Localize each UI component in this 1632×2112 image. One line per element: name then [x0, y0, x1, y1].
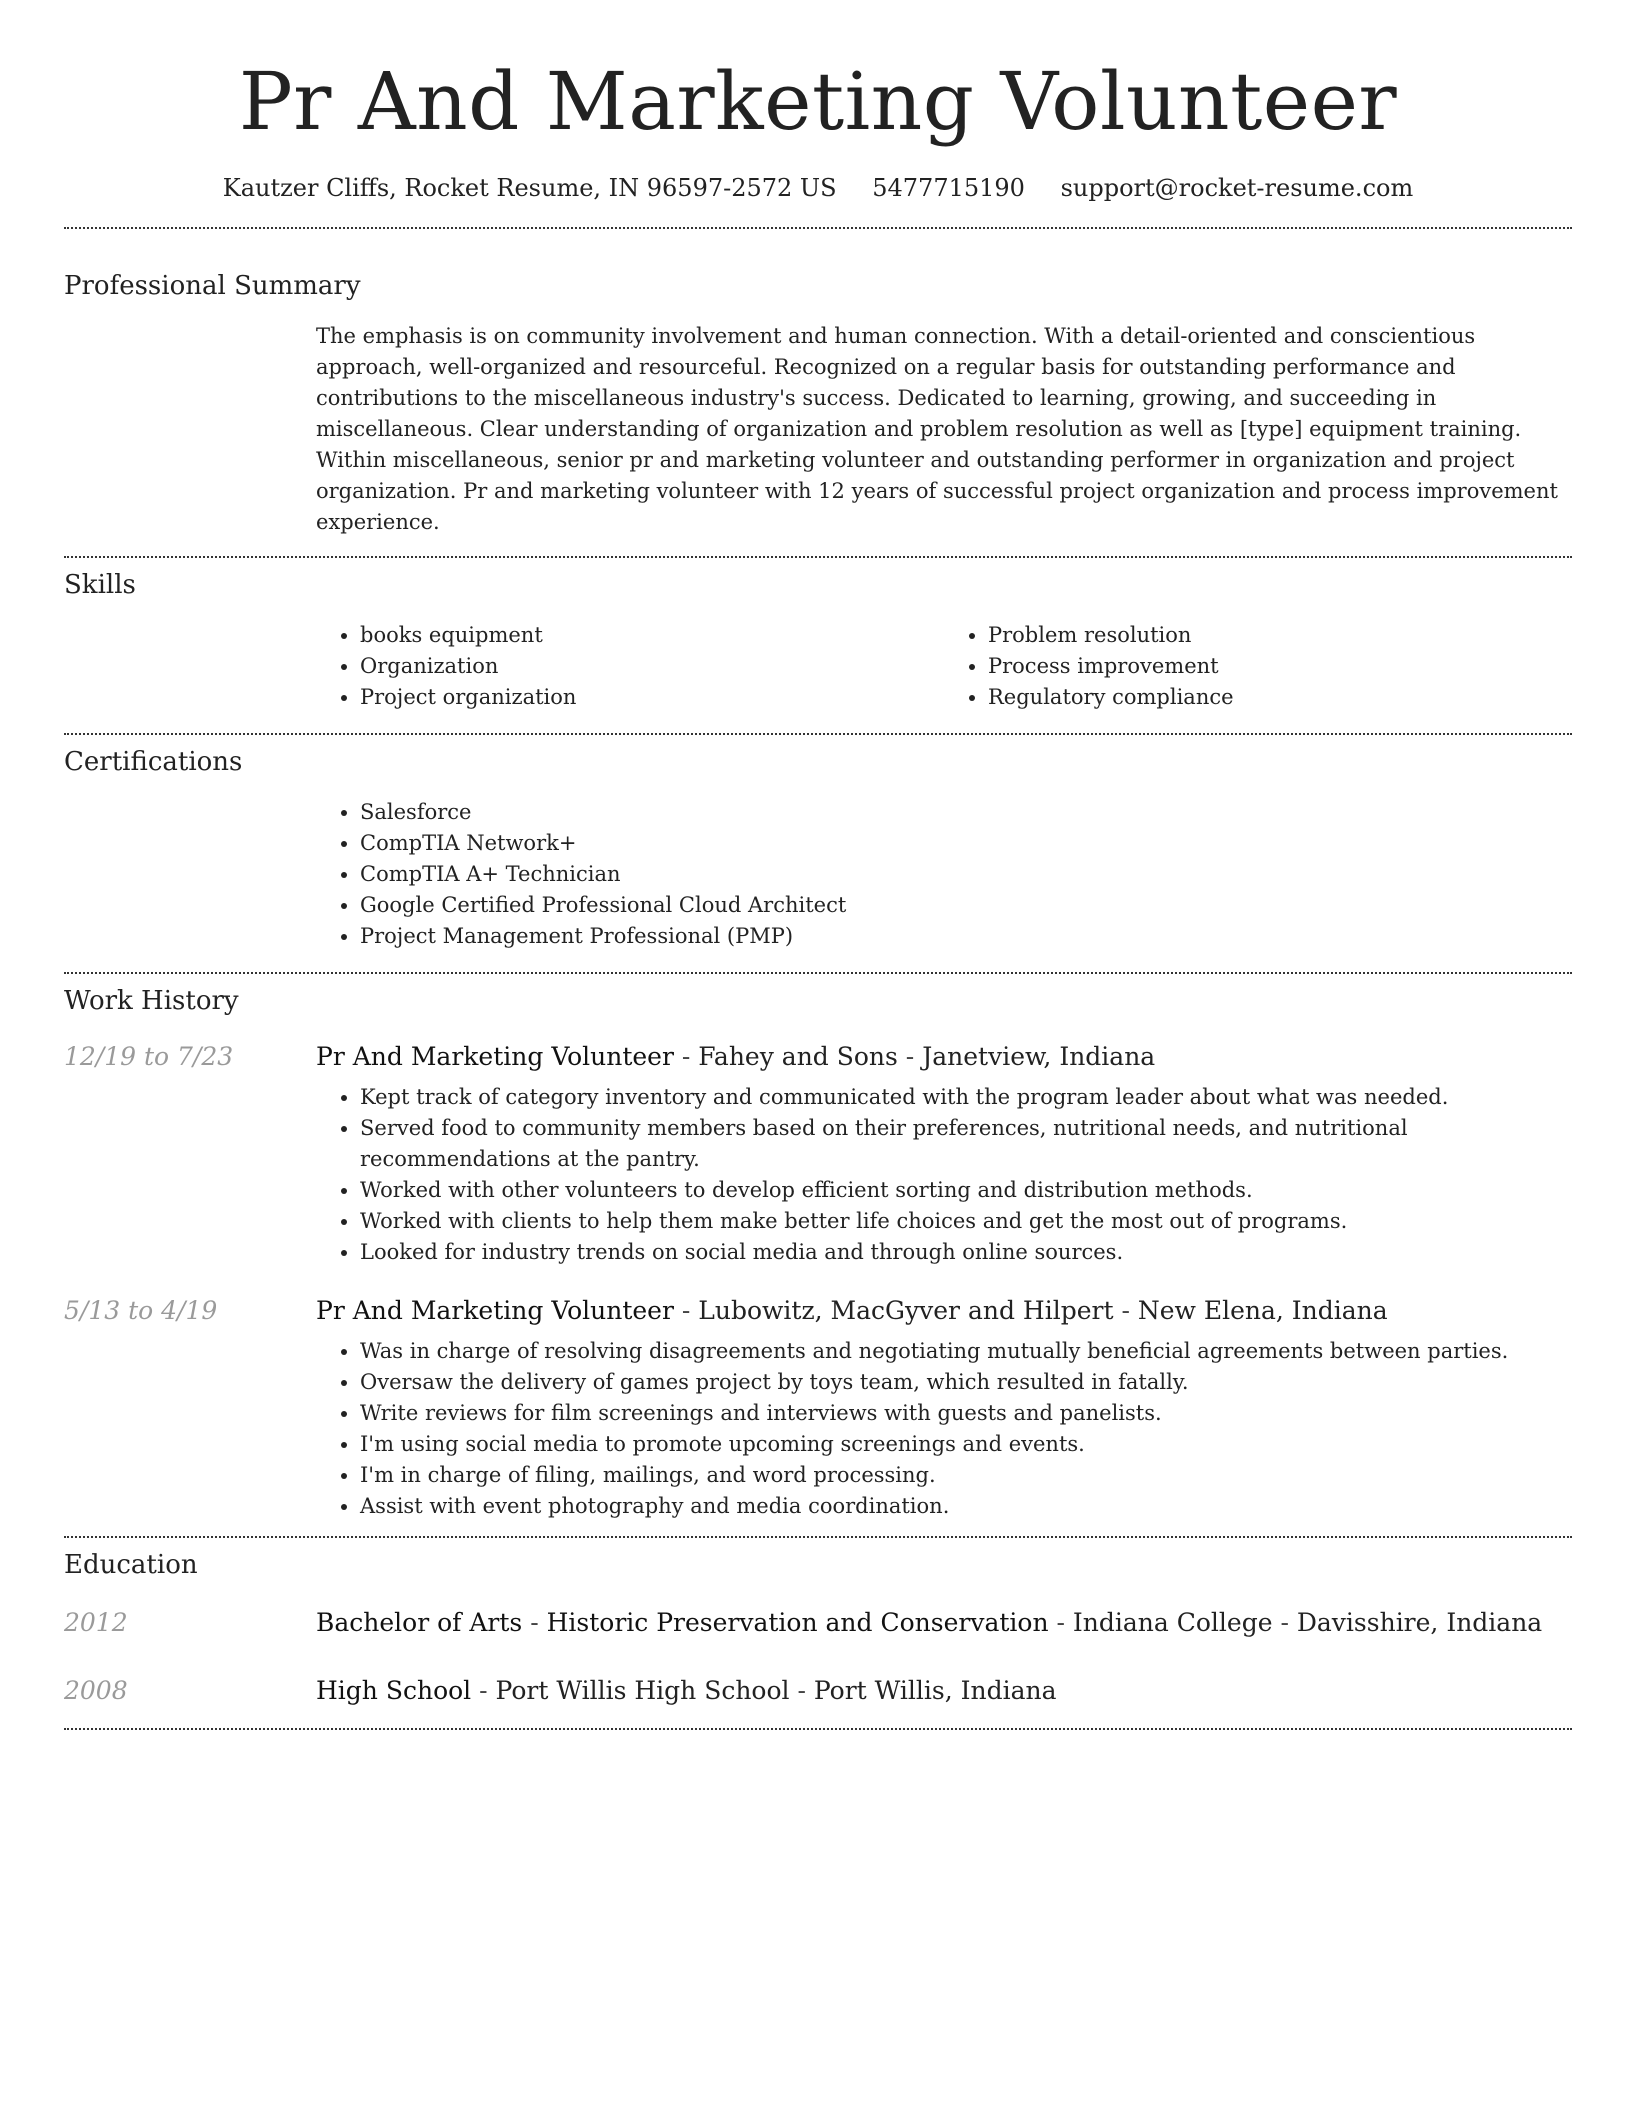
- skills-list: [316, 620, 1572, 713]
- job-dates: 5/13 to 4/19: [64, 1296, 218, 1325]
- certification-item: • CompTIA Network+: [360, 828, 1572, 859]
- job-bullet: • Was in charge of resolving disagreements and negotiating mutually beneficial agreements between parties.: [360, 1336, 1572, 1367]
- job-company: Fahey and Sons: [698, 1042, 898, 1071]
- address: Kautzer Cliffs, Rocket Resume, IN 96597-2572 US: [222, 174, 837, 202]
- education-field: Historic Preservation and Conservation: [546, 1608, 1049, 1637]
- summary-text: The emphasis is on community involvement and human connection. With a detail-oriented and conscientious approach, well-organized and resourceful. Recognized on a regular basis for outstanding performance and contributions to the miscellaneous industry's success. Dedicated to learning, growing, and succeeding in miscellaneous. Clear understanding of organization and problem resolution as well as [type] equipment training. Within miscellaneous, senior pr and marketing volunteer and outstanding performer in organization and project organization. Pr and marketing volunteer with 12 years of successful project organization and process improvement experience.: [316, 324, 1558, 534]
- education-year: 2008: [64, 1676, 128, 1705]
- job-location: Janetview, Indiana: [922, 1042, 1156, 1071]
- job-bullet: • Served food to community members based on their preferences, nutritional needs, and nutritional recommendations at the pantry.: [360, 1113, 1572, 1175]
- certification-item: • Google Certified Professional Cloud Architect: [360, 890, 1572, 921]
- skill-item: • Project organization: [360, 682, 944, 713]
- job-bullet: • I'm in charge of filing, mailings, and word processing.: [360, 1460, 1572, 1491]
- phone: 5477715190: [872, 174, 1025, 202]
- job-company: Lubowitz, MacGyver and Hilpert: [698, 1296, 1114, 1325]
- resume-page: [64, 0, 1572, 1730]
- job-location: New Elena, Indiana: [1137, 1296, 1388, 1325]
- education-degree: High School: [316, 1676, 472, 1705]
- section-title-certifications: Certifications: [64, 747, 243, 777]
- education-year: 2012: [64, 1608, 128, 1637]
- skills-column-right: [944, 620, 1572, 713]
- job-entry: [64, 1294, 1572, 1522]
- education-entry: [64, 1674, 1572, 1708]
- job-bullets: [316, 1336, 1572, 1522]
- skill-item: • books equipment: [360, 620, 944, 651]
- skill-item: • Problem resolution: [988, 620, 1572, 651]
- skills-column-left: [316, 620, 944, 713]
- certification-item: • Project Management Professional (PMP): [360, 921, 1572, 952]
- job-role: Pr And Marketing Volunteer: [316, 1296, 674, 1325]
- job-entry: [64, 1040, 1572, 1268]
- job-bullet: • I'm using social media to promote upcoming screenings and events.: [360, 1429, 1572, 1460]
- job-bullet: • Assist with event photography and media coordination.: [360, 1491, 1572, 1522]
- education-location: Port Willis, Indiana: [813, 1676, 1057, 1705]
- contact-line: [64, 171, 1572, 205]
- skill-item: • Organization: [360, 651, 944, 682]
- job-bullet: • Kept track of category inventory and communicated with the program leader about what was needed.: [360, 1082, 1572, 1113]
- education-school: Indiana College: [1072, 1608, 1273, 1637]
- section-title-work-history: Work History: [64, 986, 239, 1016]
- job-bullet: • Worked with clients to help them make better life choices and get the most out of programs.: [360, 1206, 1572, 1237]
- job-heading: Pr And Marketing Volunteer - Fahey and Sons - Janetview, Indiana: [316, 1042, 1156, 1071]
- divider: [64, 1728, 1572, 1730]
- certification-item: • Salesforce: [360, 797, 1572, 828]
- education-entry: [64, 1606, 1572, 1640]
- education-location: Davisshire, Indiana: [1296, 1608, 1543, 1637]
- divider: [64, 556, 1572, 558]
- certifications-list: [316, 797, 1572, 952]
- divider: [64, 972, 1572, 974]
- section-title-skills: Skills: [64, 570, 136, 600]
- job-dates: 12/19 to 7/23: [64, 1042, 234, 1071]
- section-title-summary: Professional Summary: [64, 271, 361, 301]
- job-role: Pr And Marketing Volunteer: [316, 1042, 674, 1071]
- certification-item: • CompTIA A+ Technician: [360, 859, 1572, 890]
- education-heading: Bachelor of Arts - Historic Preservation and Conservation - Indiana College - Davisshire, Indiana: [316, 1608, 1543, 1637]
- job-heading: Pr And Marketing Volunteer - Lubowitz, MacGyver and Hilpert - New Elena, Indiana: [316, 1296, 1388, 1325]
- job-bullet: • Looked for industry trends on social media and through online sources.: [360, 1237, 1572, 1268]
- job-bullet: • Worked with other volunteers to develop efficient sorting and distribution methods.: [360, 1175, 1572, 1206]
- education-school: Port Willis High School: [495, 1676, 790, 1705]
- section-title-education: Education: [64, 1550, 198, 1580]
- divider: [64, 227, 1572, 229]
- email: support@rocket-resume.com: [1060, 174, 1414, 202]
- skill-item: • Process improvement: [988, 651, 1572, 682]
- job-bullet: • Oversaw the delivery of games project by toys team, which resulted in fatally.: [360, 1367, 1572, 1398]
- education-degree: Bachelor of Arts: [316, 1608, 523, 1637]
- candidate-name: Pr And Marketing Volunteer: [238, 55, 1398, 148]
- divider: [64, 733, 1572, 735]
- divider: [64, 1536, 1572, 1538]
- job-bullets: [316, 1082, 1572, 1268]
- skill-item: • Regulatory compliance: [988, 682, 1572, 713]
- education-heading: High School - Port Willis High School - Port Willis, Indiana: [316, 1676, 1057, 1705]
- job-bullet: • Write reviews for film screenings and interviews with guests and panelists.: [360, 1398, 1572, 1429]
